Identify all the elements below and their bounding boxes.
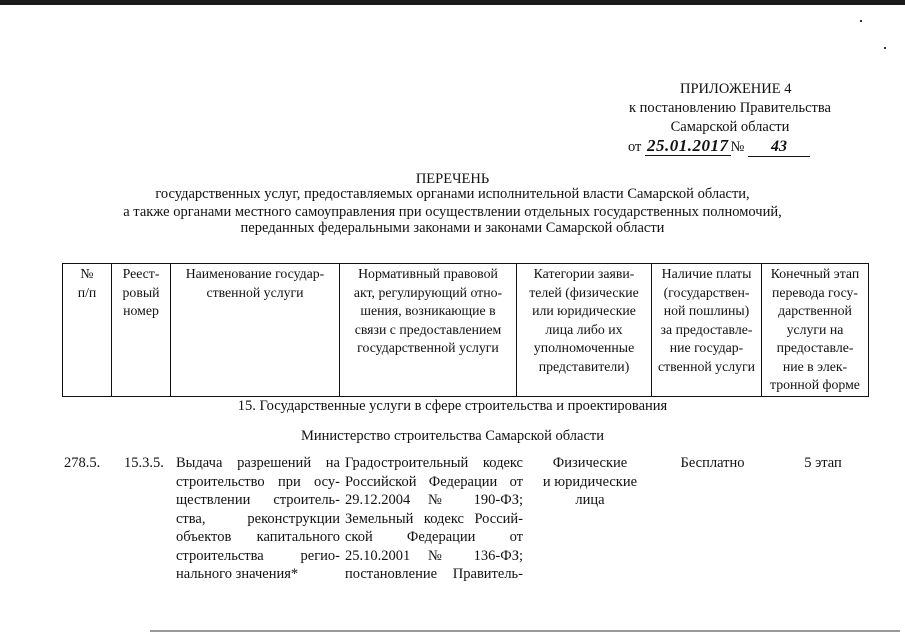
scan-bottom-edge <box>150 630 900 632</box>
header-text-line: Реест- <box>122 266 160 281</box>
appendix-resolution-line: к постановлению Правительства <box>629 100 831 116</box>
header-text-line: дарственной <box>778 303 852 318</box>
header-text-line: Категории заяви- <box>533 266 635 281</box>
header-text-line: (государствен- <box>663 284 750 300</box>
header-text-line: Нормативный правовой <box>358 266 498 281</box>
row-text-line: Физические <box>552 455 628 471</box>
row-text-line: постановление Правитель- <box>345 566 523 582</box>
header-text-line: № <box>80 266 94 281</box>
row-text-line: нального значения* <box>176 566 299 582</box>
header-cell-legal-act <box>340 264 517 397</box>
header-text-line: Наименование государ- <box>185 266 325 281</box>
row-text-line: ства, реконструкции <box>176 510 340 527</box>
header-text-line: п/п <box>77 284 97 300</box>
ministry-title: Министерство строительства Самарской области <box>300 428 605 444</box>
date-prefix: от <box>628 139 642 155</box>
header-text-line: или юридические <box>532 303 636 318</box>
row-text-line: Выдача разрешений на <box>176 455 340 471</box>
header-cell-service-name <box>171 264 340 397</box>
header-text-line: Наличие платы <box>661 266 752 281</box>
row-text-line: лица <box>575 492 605 508</box>
header-cell-number <box>63 264 112 397</box>
appendix-block <box>600 80 860 137</box>
row-service-name <box>176 454 340 584</box>
row-text-line: Российской Федерации от <box>345 473 523 490</box>
row-text-line: объектов капитального <box>176 529 340 545</box>
row-number: 278.5. <box>64 455 101 471</box>
header-text-line: ной пошлины) <box>663 303 750 318</box>
header-text-line: Конечный этап <box>770 266 860 281</box>
row-text-line: Градостроительный кодекс <box>345 455 523 471</box>
row-text-line: ской Федерации от <box>345 529 523 545</box>
row-registry-number: 15.3.5. <box>124 455 164 471</box>
row-fee: Бесплатно <box>680 455 745 471</box>
row-text-line: Земельный кодекс Россий- <box>345 510 523 527</box>
document-heading: ПЕРЕЧЕНЬ <box>415 171 490 187</box>
section-title: 15. Государственные услуги в сфере строительства и проектирования <box>237 398 668 414</box>
document-title-line-2: а также органами местного самоуправления при осуществлении отдельных государственных полномочий, <box>123 204 782 220</box>
header-text-line: за предоставле- <box>660 321 753 337</box>
header-text-line: связи с предоставлением <box>354 321 502 337</box>
appendix-region-line: Самарской области <box>670 119 790 135</box>
row-text-line: строительство при осу- <box>176 473 340 490</box>
header-text-line: акт, регулирующий отно- <box>353 284 503 300</box>
scan-speck <box>860 20 862 22</box>
header-text-line: перевода госу- <box>771 284 859 300</box>
row-text-line: 25.10.2001 № 136-ФЗ; <box>345 547 523 564</box>
document-title-line-1: государственных услуг, предоставляемых органами исполнительной власти Самарской области, <box>155 186 750 202</box>
header-text-line: ровый <box>122 284 160 300</box>
services-table-header <box>62 263 869 397</box>
header-cell-applicants <box>517 264 652 397</box>
header-text-line: лица либо их <box>545 321 623 337</box>
row-text-line: ществлении строитель- <box>176 492 340 508</box>
header-text-line: ственной услуги <box>657 358 756 374</box>
header-text-line: ственной услуги <box>206 284 304 300</box>
row-applicant-categories <box>525 454 655 510</box>
header-text-line: ние в элек- <box>782 358 848 374</box>
row-text-line: строительства регио- <box>176 547 340 564</box>
row-text-line: и юридические <box>542 473 638 490</box>
row-electronic-stage: 5 этап <box>804 455 842 471</box>
handwritten-number: 43 <box>748 138 810 157</box>
scan-top-border <box>0 0 905 5</box>
header-cell-fee <box>652 264 762 397</box>
appendix-title: ПРИЛОЖЕНИЕ 4 <box>680 81 792 97</box>
header-text-line: шения, возникающие в <box>360 303 496 318</box>
header-text-line: номер <box>123 303 159 318</box>
scan-speck <box>884 47 886 49</box>
header-text-line: представители) <box>538 358 630 374</box>
table-header-row <box>63 264 869 397</box>
header-cell-registry <box>112 264 171 397</box>
document-title-line-3: переданных федеральными законами и законами Самарской области <box>240 220 665 236</box>
header-text-line: ние государ- <box>669 340 744 355</box>
number-sign: № <box>730 139 745 155</box>
header-text-line: уполномоченные <box>533 340 635 355</box>
appendix-date-line <box>628 136 810 157</box>
header-text-line: предоставле- <box>776 340 854 355</box>
header-text-line: услуги на <box>786 321 844 337</box>
header-cell-electronic-stage <box>762 264 869 397</box>
row-text-line: 29.12.2004 № 190-ФЗ; <box>345 492 523 508</box>
header-text-line: государственной услуги <box>357 340 499 355</box>
handwritten-date: 25.01.2017 <box>647 136 729 155</box>
header-text-line: тронной форме <box>770 377 860 392</box>
header-text-line: телей (физические <box>529 284 639 300</box>
row-legal-act <box>345 454 523 584</box>
